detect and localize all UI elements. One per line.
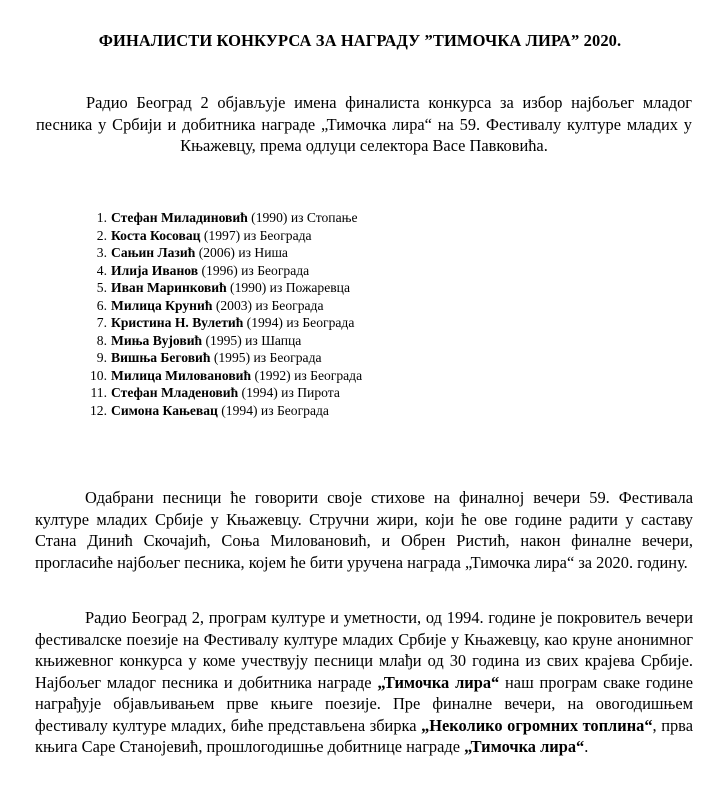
finalist-name: Стефан Миладиновић [111, 210, 248, 225]
list-item [90, 314, 362, 332]
finalist-details: (2006) из Ниша [195, 245, 288, 260]
finalist-name: Милица Миловановић [111, 367, 252, 383]
sponsor-text-4: . [584, 737, 589, 756]
list-item [90, 332, 362, 350]
finalist-name: Миња Вујовић [111, 332, 203, 348]
finalist-details: (2003) из Београда [212, 297, 324, 313]
list-item [90, 367, 362, 385]
list-item [90, 349, 362, 367]
book-title: „Неколико огромних топлина“ [421, 715, 653, 735]
list-item [90, 297, 362, 315]
list-item [90, 262, 362, 280]
sponsor-paragraph [35, 607, 693, 758]
award-name: „Тимочка лира“ [464, 737, 585, 756]
list-number: 5. [96, 280, 107, 295]
jury-paragraph [35, 487, 693, 573]
list-item [90, 279, 362, 297]
finalist-details: (1990) из Пожаревца [226, 280, 350, 295]
finalist-details: (1992) из Београда [251, 367, 363, 383]
finalist-name: Стефан Младеновић [111, 385, 239, 400]
finalist-details: (1996) из Београда [198, 262, 310, 278]
finalist-name: Коста Косовац [111, 227, 201, 243]
sponsor-text-1: Радио Београд 2, програм културе и уметности, од 1994. године је покровитељ вечери фестивалске поезије на Фестивалу културе младих Србије у Књажевцу, као круне анонимног књижевног конкурса у коме учествују песници млађи од 30 година из свих крајева Србије. Најбољег младог песника и добитника награде [35, 608, 693, 692]
list-number: 4. [96, 262, 107, 278]
finalist-details: (1997) из Београда [200, 227, 312, 243]
finalist-details: (1995) из Београда [210, 350, 322, 365]
list-item [90, 402, 362, 420]
list-number: 3. [96, 245, 107, 260]
finalist-name: Сањин Лазић [111, 245, 196, 260]
list-item [90, 384, 362, 402]
finalist-name: Симона Кањевац [111, 402, 218, 418]
finalist-details: (1994) из Београда [243, 315, 355, 330]
list-number: 10. [90, 367, 107, 383]
list-number: 2. [96, 227, 107, 243]
list-number: 12. [90, 402, 107, 418]
finalist-name: Вишња Беговић [111, 350, 211, 365]
sponsor-text-2: наш програм сваке године награђује објављивањем прве књиге поезије. Пре финалне вечери, на овогодишњем фестивалу културе младих, биће представљена збирка [35, 672, 693, 735]
finalist-details: (1994) из Београда [217, 402, 329, 418]
finalist-name: Илија Иванов [111, 262, 199, 278]
finalist-details: (1995) из Шапца [202, 332, 302, 348]
jury-text: Одабрани песници ће говорити своје стихове на финалној вечери 59. Фестивала културе младих Србије у Књажевцу. Стручни жири, који ће ове године радити у саставу Стана Динић Скочајић, Соња Миловановић, и Обрен Ристић, након финалне вечери, прогласиће најбољег песника, којем ће бити уручена награда „Тимочка лира“ за 2020. годину. [35, 488, 693, 572]
list-item [90, 227, 362, 245]
finalist-name: Кристина Н. Вулетић [111, 315, 244, 330]
intro-paragraph [36, 92, 692, 157]
intro-text: Радио Београд 2 објављује имена финалиста конкурса за избор најбољег младог песника у Србији и добитника награде „Тимочка лира“ на 59. Фестивалу културе младих у Књажевцу, према одлуци селектора Васе Павковића. [36, 93, 692, 155]
finalist-name: Иван Маринковић [111, 280, 227, 295]
award-name: „Тимочка лира“ [377, 672, 500, 692]
list-number: 6. [96, 297, 107, 313]
list-number: 7. [96, 315, 107, 330]
list-number: 9. [96, 350, 107, 365]
list-number: 11. [90, 385, 107, 400]
sponsor-text-3: , прва књига Саре Станојевић, прошлогодишње добитнице награде [35, 715, 693, 756]
finalists-list [90, 209, 362, 419]
finalist-details: (1990) из Стопање [247, 210, 358, 225]
list-item [90, 244, 362, 262]
document-title: ФИНАЛИСТИ КОНКУРСА ЗА НАГРАДУ ”ТИМОЧКА ЛИРА” 2020. [98, 31, 622, 50]
list-number: 1. [96, 210, 107, 225]
finalist-name: Милица Крунић [111, 297, 213, 313]
list-number: 8. [96, 332, 107, 348]
finalist-details: (1994) из Пирота [238, 385, 340, 400]
list-item [90, 209, 362, 227]
